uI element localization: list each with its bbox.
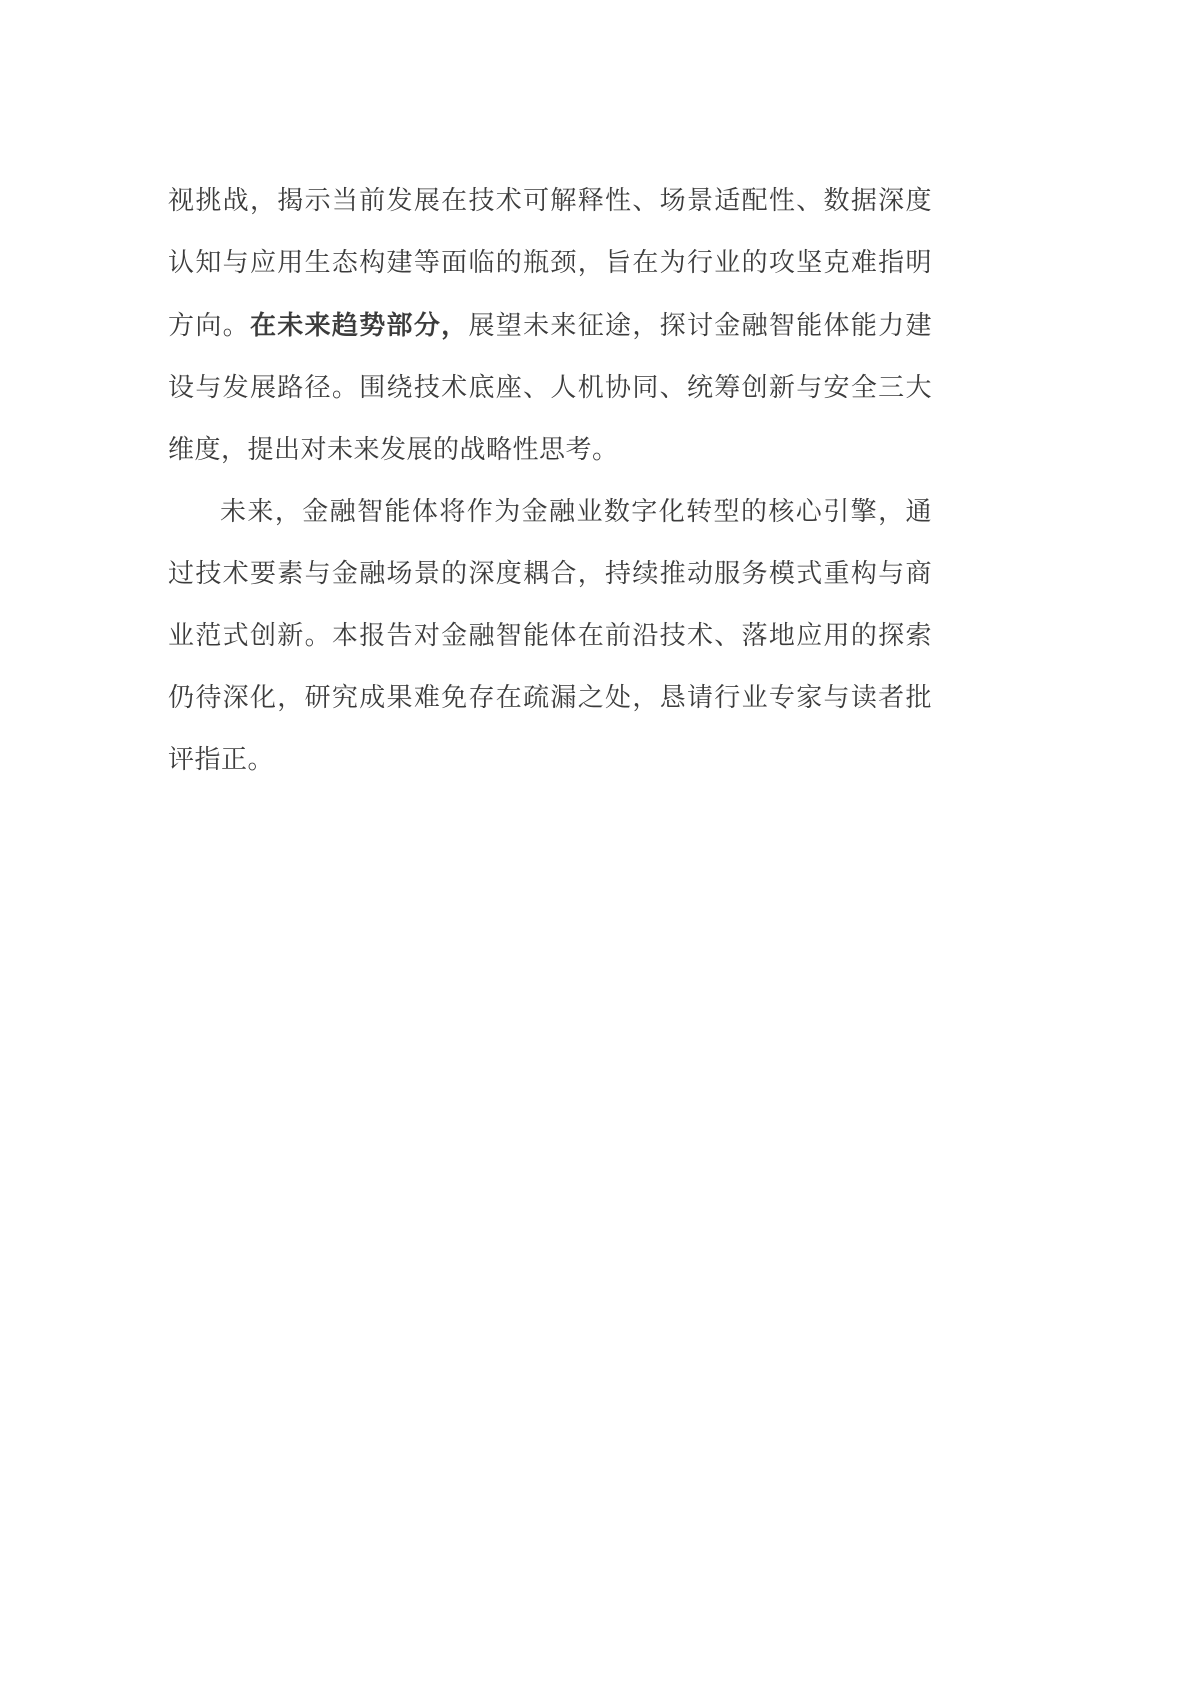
paragraph-text: 未来，金融智能体将作为金融业数字化转型的核心引擎，通过技术要素与金融场景的深度耦合，持续推动服务模式重构与商业范式创新。本报告对金融智能体在前沿技术、落地应用的探索仍待深化，研究成果难免存在疏漏之处，恳请行业专家与读者批评指正。 (168, 497, 932, 774)
paragraph-text-bold-emphasis: 在未来趋势部分， (249, 310, 469, 340)
paragraph-closing (168, 481, 932, 791)
text-block (168, 170, 932, 791)
paragraph-continuation (168, 170, 932, 481)
paragraph-text: 视挑战，揭示当前发展在技术可解释性、场景适配性、数据深度认知与应用生态构建等面临的瓶颈，旨在为行业的攻坚克难指明方向。 (168, 186, 932, 340)
paragraph-text: 展望未来征途，探讨金融智能体能力建设与发展路径。围绕技术底座、人机协同、统筹创新与安全三大维度，提出对未来发展的战略性思考。 (168, 311, 932, 464)
